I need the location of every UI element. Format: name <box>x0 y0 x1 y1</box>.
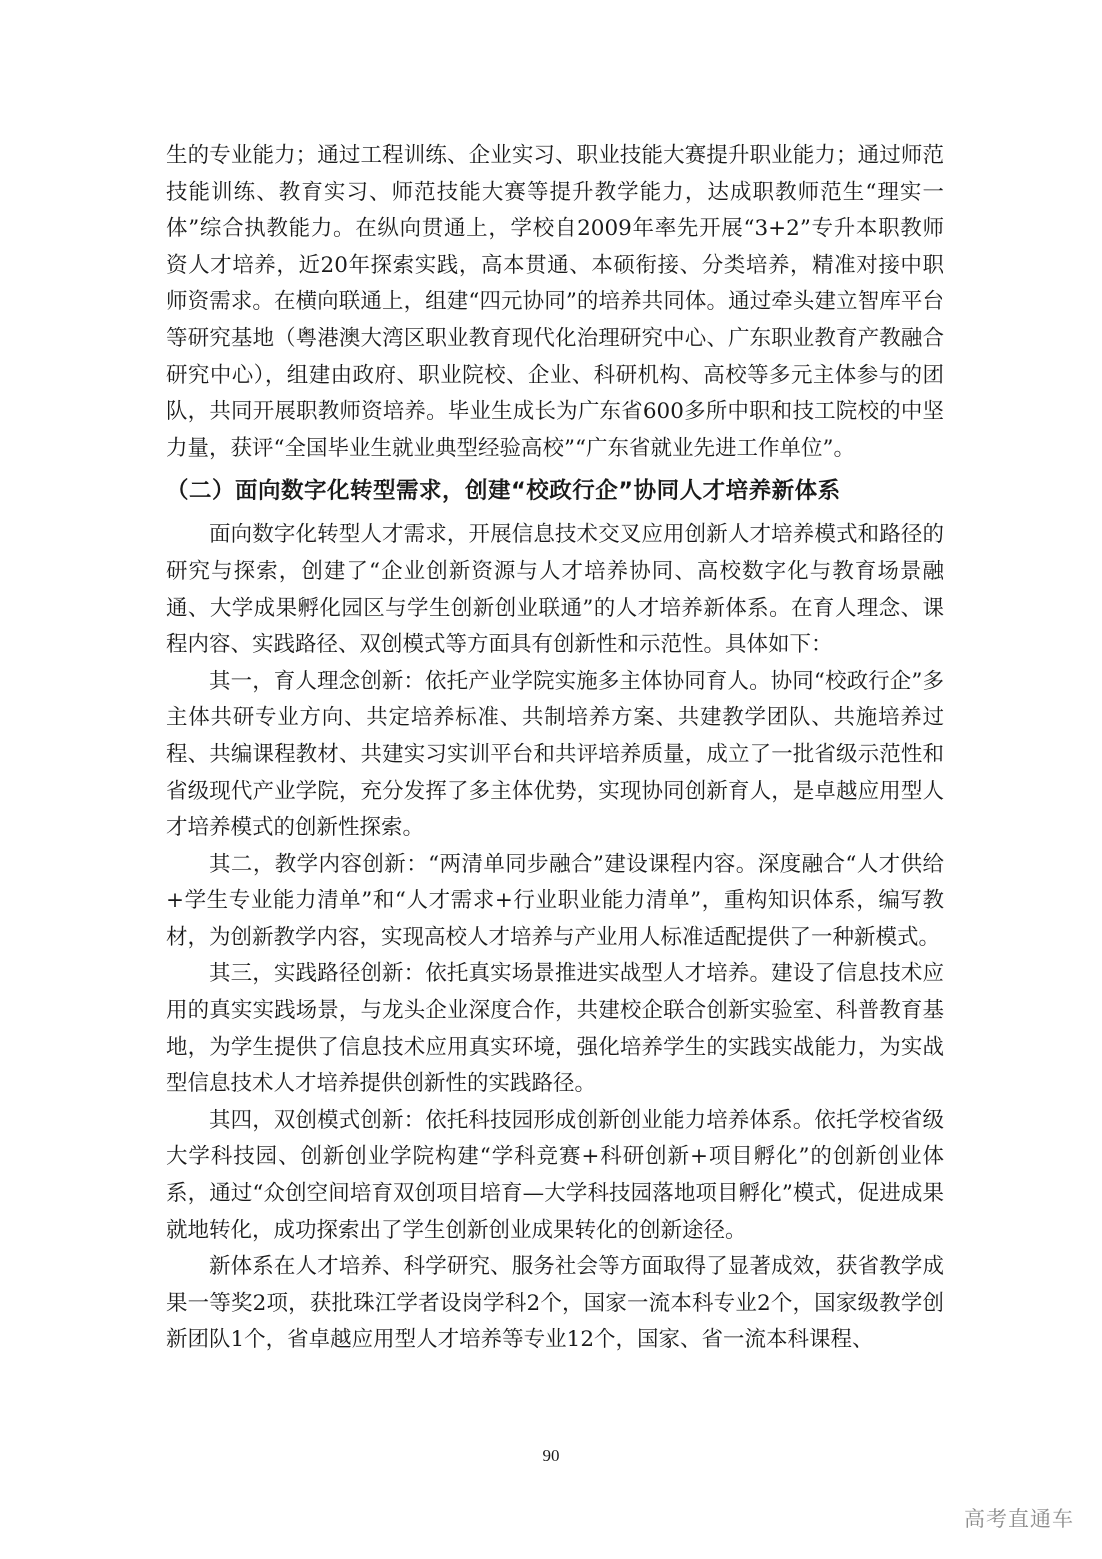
section-heading: （二）面向数字化转型需求，创建“校政行企”协同人才培养新体系 <box>166 478 841 505</box>
paragraph-point-3: 其三，实践路径创新：依托真实场景推进实战型人才培养。建设了信息技术应用的真实实践场景，与龙头企业深度合作，共建校企联合创新实验室、科普教育基地，为学生提供了信息技术应用真实环境，强化培养学生的实践实战能力，为实战型信息技术人才培养提供创新性的实践路径。 <box>166 961 944 1097</box>
paragraph-results: 新体系在人才培养、科学研究、服务社会等方面取得了显著成效，获省教学成果一等奖2项，获批珠江学者设岗学科2个，国家一流本科专业2个，国家级教学创新团队1个，省卓越应用型人才培养等专业12个，国家、省一流本科课程、 <box>166 1254 944 1353</box>
paragraph-intro: 面向数字化转型人才需求，开展信息技术交叉应用创新人才培养模式和路径的研究与探索，创建了“企业创新资源与人才培养协同、高校数字化与教育场景融通、大学成果孵化园区与学生创新创业联通”的人才培养新体系。在育人理念、课程内容、实践路径、双创模式等方面具有创新性和示范性。具体如下： <box>166 522 944 658</box>
paragraph-point-1: 其一，育人理念创新：依托产业学院实施多主体协同育人。协同“校政行企”多主体共研专业方向、共定培养标准、共制培养方案、共建教学团队、共施培养过程、共编课程教材、共建实习实训平台和共评培养质量，成立了一批省级示范性和省级现代产业学院，充分发挥了多主体优势，实现协同创新育人，是卓越应用型人才培养模式的创新性探索。 <box>166 668 944 841</box>
paragraph-point-2: 其二，教学内容创新：“两清单同步融合”建设课程内容。深度融合“人才供给+学生专业能力清单”和“人才需求+行业职业能力清单”，重构知识体系，编写教材，为创新教学内容，实现高校人才培养与产业用人标准适配提供了一种新模式。 <box>166 851 944 950</box>
paragraph-point-4: 其四，双创模式创新：依托科技园形成创新创业能力培养体系。依托学校省级大学科技园、创新创业学院构建“学科竞赛+科研创新+项目孵化”的创新创业体系，通过“众创空间培育双创项目培育—大学科技园落地项目孵化”模式，促进成果就地转化，成功探索出了学生创新创业成果转化的创新途径。 <box>166 1107 944 1243</box>
page-number: 90 <box>542 1446 560 1465</box>
watermark-text: 高考直通车 <box>964 1507 1074 1531</box>
page-body <box>166 138 944 1359</box>
paragraph-continued: 生的专业能力；通过工程训练、企业实习、职业技能大赛提升职业能力；通过师范技能训练、教育实习、师范技能大赛等提升教学能力，达成职教师范生“理实一体”综合执教能力。在纵向贯通上，学校自2009年率先开展“3+2”专升本职教师资人才培养，近20年探索实践，高本贯通、本硕衔接、分类培养，精准对接中职师资需求。在横向联通上，组建“四元协同”的培养共同体。通过牵头建立智库平台等研究基地（粤港澳大湾区职业教育现代化治理研究中心、广东职业教育产教融合研究中心），组建由政府、职业院校、企业、科研机构、高校等多元主体参与的团队，共同开展职教师资培养。毕业生成长为广东省600多所中职和技工院校的中坚力量，获评“全国毕业生就业典型经验高校”“广东省就业先进工作单位”。 <box>166 143 944 461</box>
